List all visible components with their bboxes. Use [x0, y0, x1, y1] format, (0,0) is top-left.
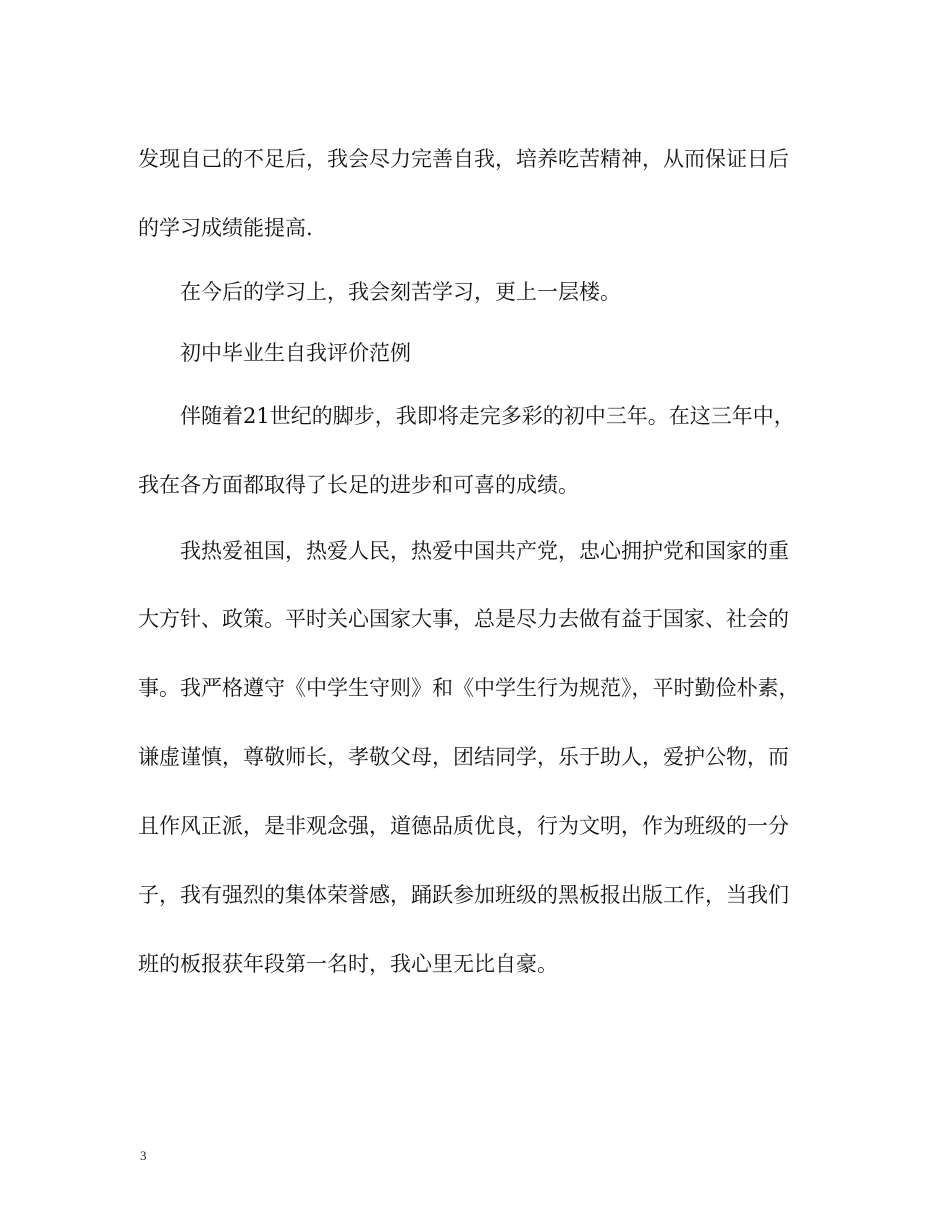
section-heading: 初中毕业生自我评价范例: [180, 341, 411, 365]
paragraph-5-line-6: 子，我有强烈的集体荣誉感，踊跃参加班级的黑板报出版工作，当我们: [138, 883, 789, 907]
paragraph-4-line-1: 伴随着21世纪的脚步，我即将走完多彩的初中三年。在这三年中，: [180, 404, 795, 428]
paragraph-5-line-5: 且作风正派，是非观念强，道德品质优良，行为文明，作为班级的一分: [138, 814, 789, 838]
page-number: 3: [140, 1148, 147, 1163]
paragraph-1-line-1: 发现自己的不足后，我会尽力完善自我，培养吃苦精神，从而保证日后: [138, 147, 789, 171]
paragraph-5-line-3: 事。我严格遵守《中学生守则》和《中学生行为规范》，平时勤俭朴素，: [138, 676, 800, 700]
paragraph-5-line-7: 班的板报获年段第一名时，我心里无比自豪。: [138, 952, 558, 976]
paragraph-4-line-2: 我在各方面都取得了长足的进步和可喜的成绩。: [138, 473, 579, 497]
paragraph-5-line-2: 大方针、政策。平时关心国家大事，总是尽力去做有益于国家、社会的: [138, 607, 789, 631]
paragraph-1-line-2: 的学习成绩能提高.: [138, 216, 313, 240]
paragraph-2-line-1: 在今后的学习上，我会刻苦学习，更上一层楼。: [180, 280, 621, 304]
paragraph-5-line-1: 我热爱祖国，热爱人民，热爱中国共产党，忠心拥护党和国家的重: [180, 539, 789, 563]
paragraph-5-line-4: 谦虚谨慎，尊敬师长，孝敬父母，团结同学，乐于助人，爱护公物，而: [138, 745, 789, 769]
